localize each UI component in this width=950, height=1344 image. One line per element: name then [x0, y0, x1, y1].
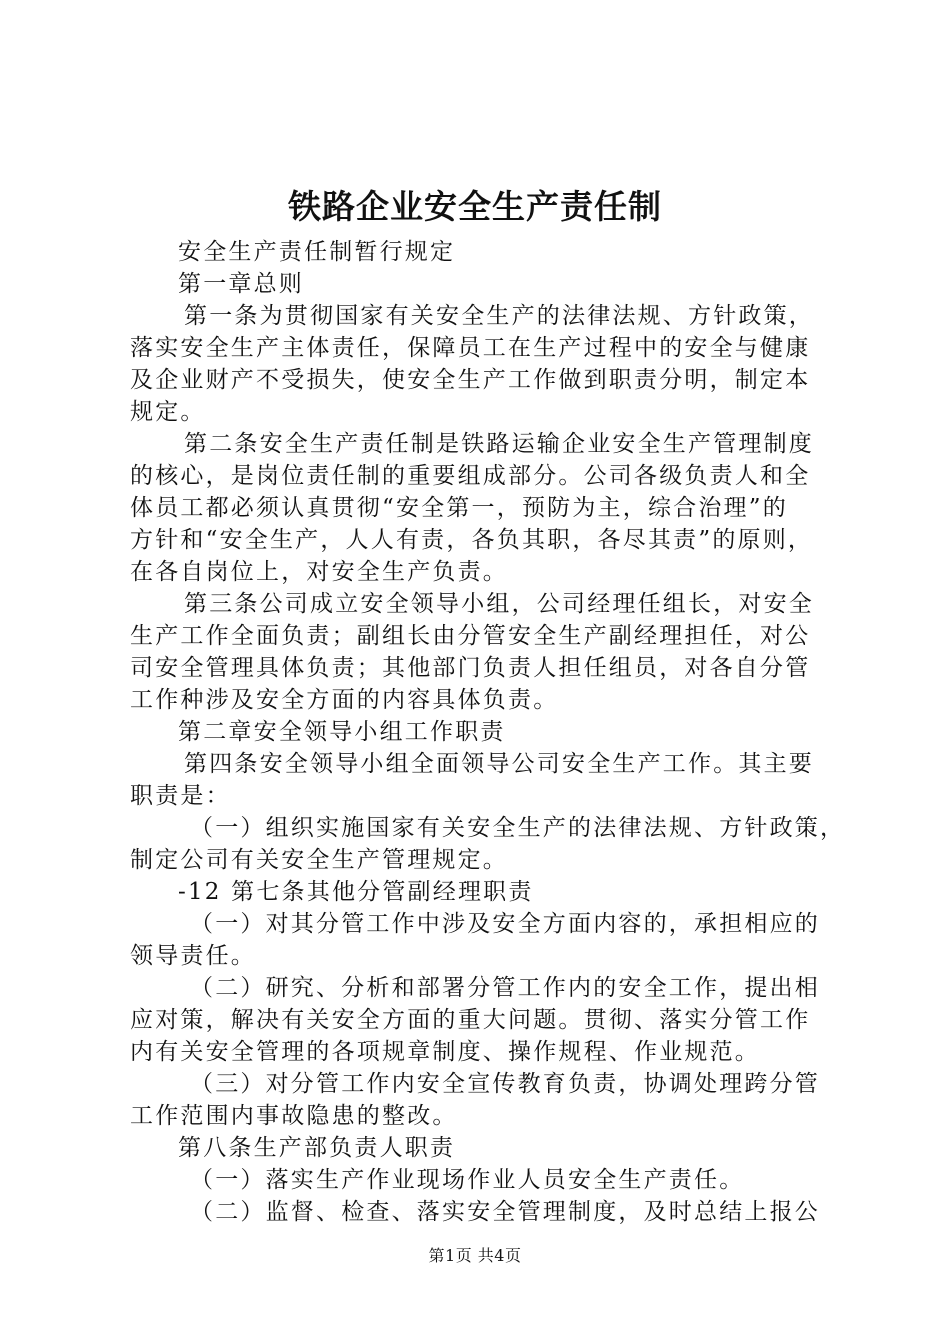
text-line: 第二条安全生产责任制是铁路运输企业安全生产管理制度	[184, 431, 814, 457]
text-line: 第八条生产部负责人职责	[178, 1135, 456, 1161]
text-line: （一）落实生产作业现场作业人员安全生产责任。	[190, 1167, 745, 1193]
text-line: 工作范围内事故隐患的整改。	[130, 1103, 458, 1129]
text-line: -12 第七条其他分管副经理职责	[178, 879, 534, 905]
text-line: （二）监督、检查、落实安全管理制度，及时总结上报公	[190, 1199, 820, 1225]
text-line: 在各自岗位上，对安全生产负责。	[130, 559, 508, 585]
text-line: 应对策，解决有关安全方面的重大问题。贯彻、落实分管工作	[130, 1007, 811, 1033]
text-line: 第三条公司成立安全领导小组，公司经理任组长，对安全	[184, 591, 814, 617]
document-title: 铁路企业安全生产责任制	[288, 187, 662, 226]
document-body	[130, 236, 846, 1228]
text-line: 第一章总则	[178, 271, 304, 297]
text-line: 体员工都必须认真贯彻“安全第一，预防为主，综合治理”的	[130, 495, 788, 521]
text-line: 工作种涉及安全方面的内容具体负责。	[130, 687, 559, 713]
text-line: 安全生产责任制暂行规定	[178, 239, 456, 265]
text-line: （一）组织实施国家有关安全生产的法律法规、方针政策，	[190, 815, 846, 841]
text-line: 第二章安全领导小组工作职责	[178, 719, 506, 745]
text-line: 及企业财产不受损失，使安全生产工作做到职责分明，制定本	[130, 367, 811, 393]
text-line: （一）对其分管工作中涉及安全方面内容的，承担相应的	[190, 911, 820, 937]
text-line: 方针和“安全生产，人人有责，各负其职，各尽其责”的原则，	[130, 527, 814, 553]
text-line: （二）研究、分析和部署分管工作内的安全工作，提出相	[190, 975, 820, 1001]
text-line: 司安全管理具体负责；其他部门负责人担任组员，对各自分管	[130, 655, 811, 681]
text-line: 职责是：	[130, 783, 231, 809]
text-line: 内有关安全管理的各项规章制度、操作规程、作业规范。	[130, 1039, 760, 1065]
text-line: 制定公司有关安全生产管理规定。	[130, 847, 508, 873]
text-line: 落实安全生产主体责任，保障员工在生产过程中的安全与健康	[130, 335, 811, 361]
text-line: 第四条安全领导小组全面领导公司安全生产工作。其主要	[184, 751, 814, 777]
text-line: 的核心，是岗位责任制的重要组成部分。公司各级负责人和全	[130, 463, 811, 489]
text-line: 第一条为贯彻国家有关安全生产的法律法规、方针政策，	[184, 303, 814, 329]
text-line: 生产工作全面负责；副组长由分管安全生产副经理担任，对公	[130, 623, 811, 649]
text-line: （三）对分管工作内安全宣传教育负责，协调处理跨分管	[190, 1071, 820, 1097]
text-line: 领导责任。	[130, 943, 256, 969]
page-footer: 第1页 共4页	[428, 1246, 522, 1265]
text-line: 规定。	[130, 399, 206, 425]
